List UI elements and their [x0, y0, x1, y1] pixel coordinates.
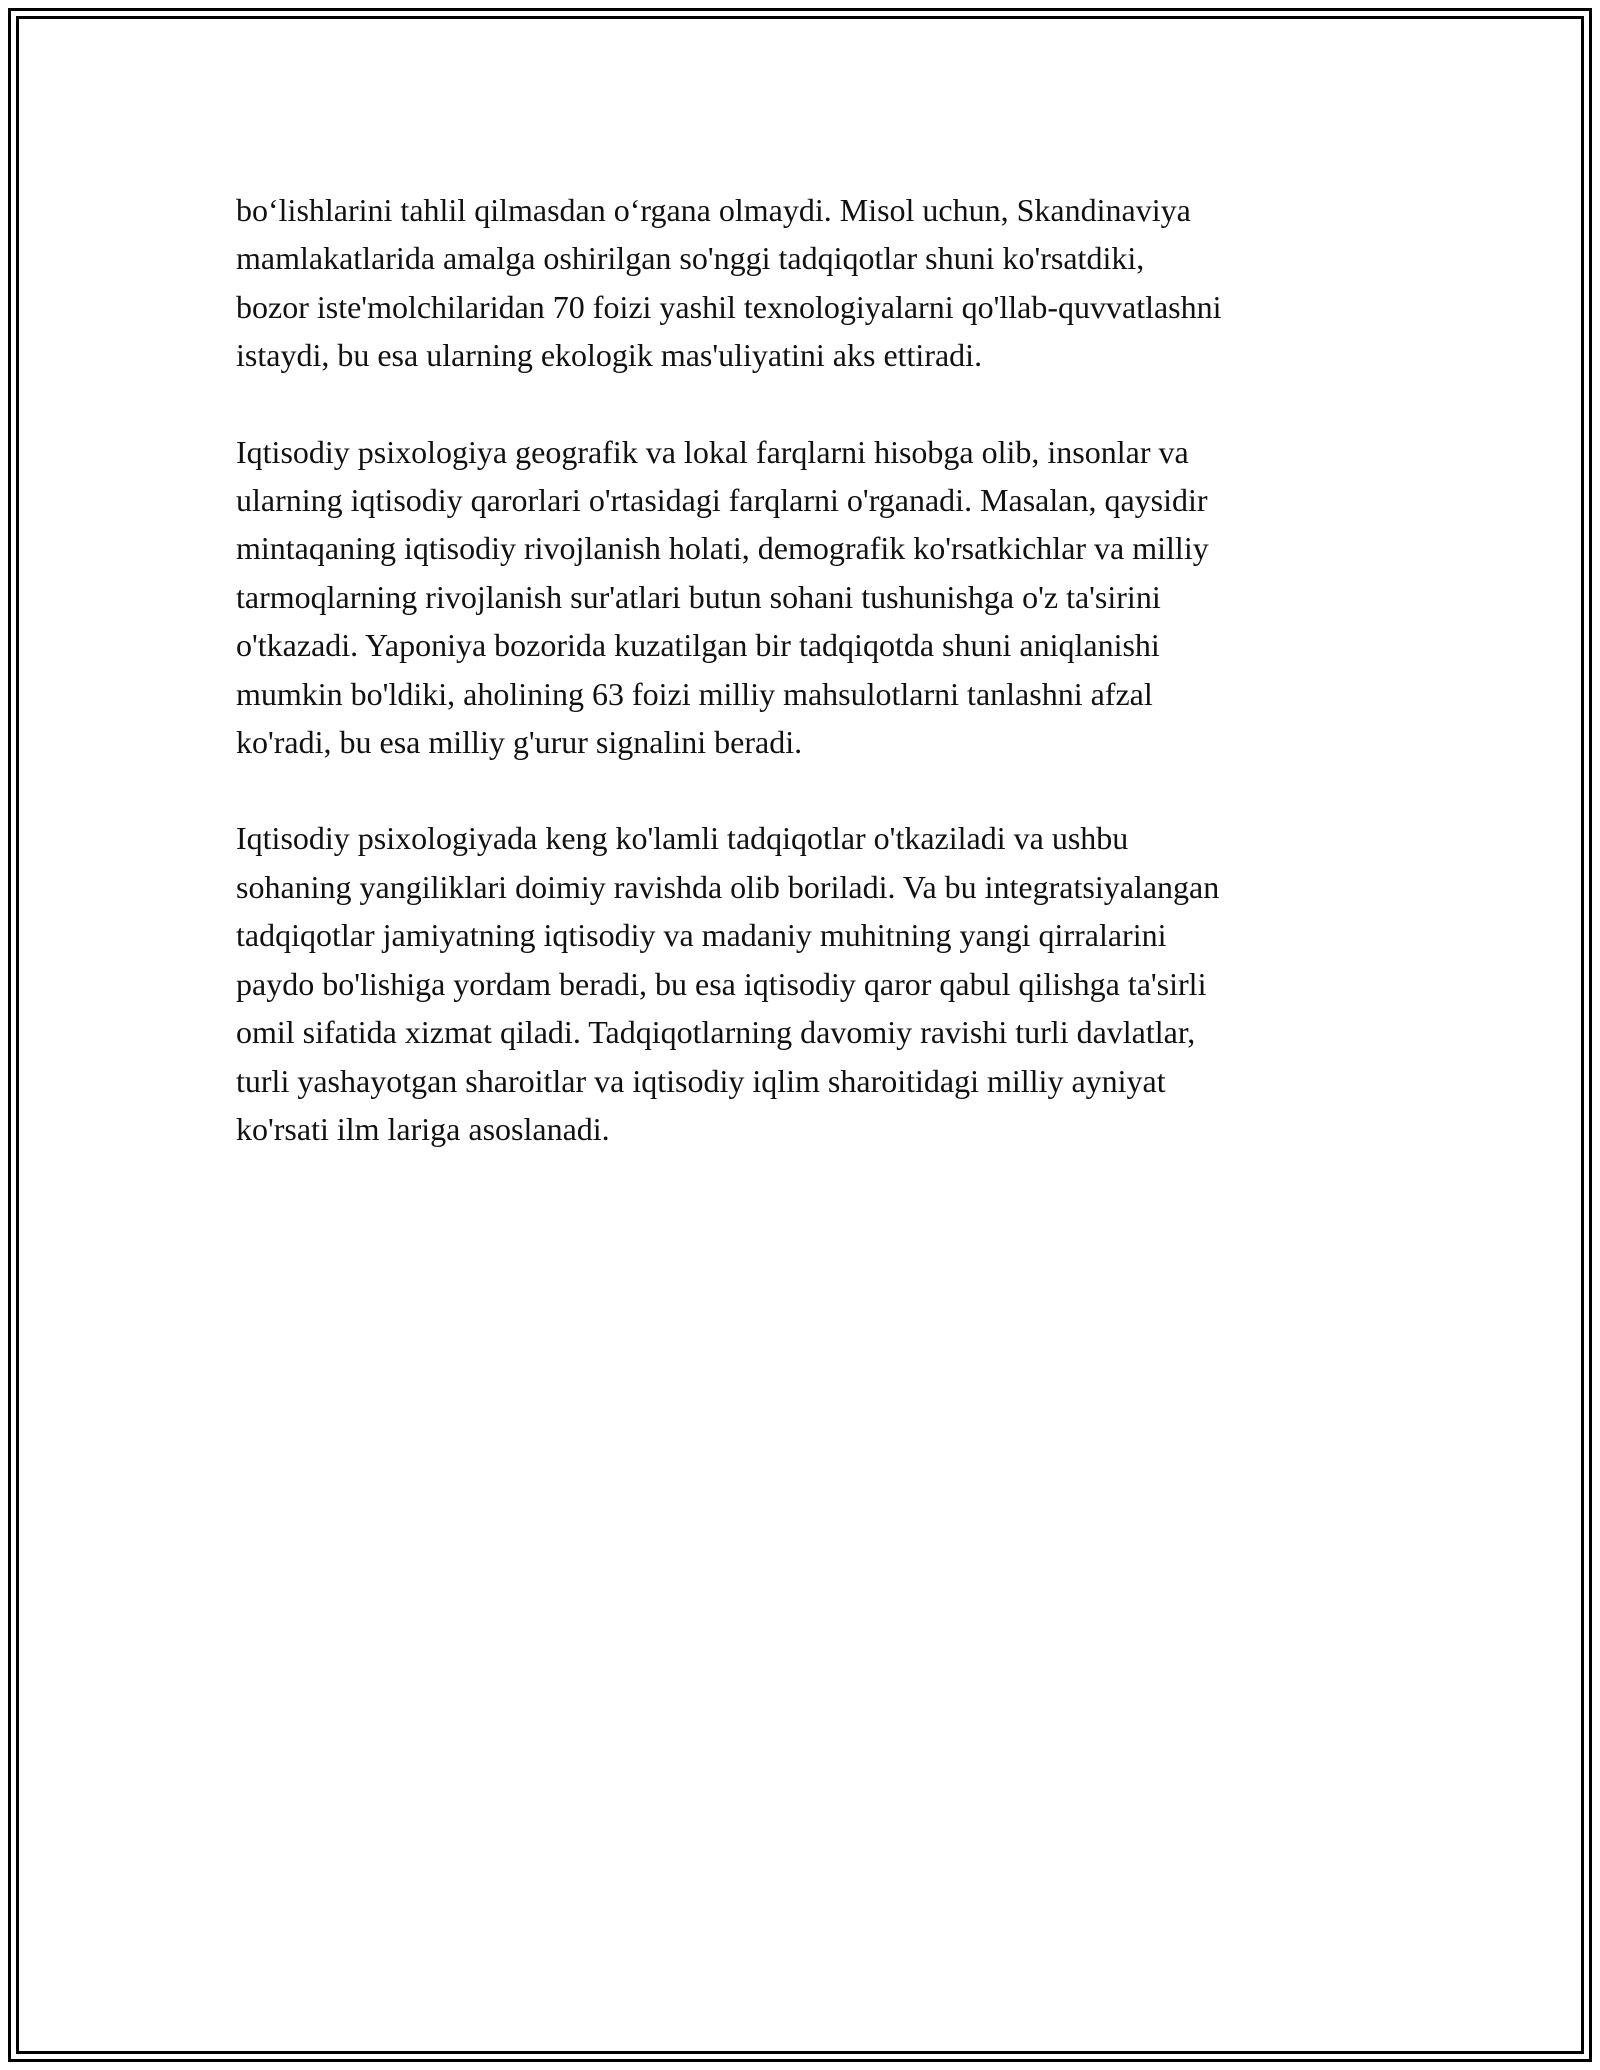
text-line: o'tkazadi. Yaponiya bozorida kuzatilgan bir tadqiqotda shuni aniqlanishi: [236, 627, 1160, 664]
text-line: Iqtisodiy psixologiya geografik va lokal farqlarni hisobga olib, insonlar va: [236, 433, 1189, 470]
text-line: omil sifatida xizmat qiladi. Tadqiqotlarning davomiy ravishi turli davlatlar,: [236, 1014, 1196, 1051]
text-line: ko'rsati ilm lariga asoslanadi.: [236, 1110, 610, 1147]
text-line: paydo bo'lishiga yordam beradi, bu esa iqtisodiy qaror qabul qilishga ta'sirli: [236, 965, 1207, 1002]
text-line: tarmoqlarning rivojlanish sur'atlari butun sohani tushunishga o'z ta'sirini: [236, 578, 1161, 615]
text-line: bozor iste'molchilaridan 70 foizi yashil texnologiyalarni qo'llab-quvvatlashni: [236, 288, 1222, 325]
text-line: mintaqaning iqtisodiy rivojlanish holati, demografik ko'rsatkichlar va milliy: [236, 530, 1209, 567]
document-body: [236, 186, 1386, 1201]
paragraph-2: [236, 428, 1386, 767]
text-line: sohaning yangiliklari doimiy ravishda olib boriladi. Va bu integratsiyalangan: [236, 868, 1220, 905]
text-line: turli yashayotgan sharoitlar va iqtisodiy iqlim sharoitidagi milliy ayniyat: [236, 1062, 1166, 1099]
text-line: mamlakatlarida amalga oshirilgan so'nggi tadqiqotlar shuni ko'rsatdiki,: [236, 240, 1145, 277]
text-line: istaydi, bu esa ularning ekologik mas'uliyatini aks ettiradi.: [236, 337, 983, 374]
text-line: mumkin bo'ldiki, aholining 63 foizi milliy mahsulotlarni tanlashni afzal: [236, 675, 1153, 712]
text-line: ularning iqtisodiy qarorlari o'rtasidagi farqlarni o'rganadi. Masalan, qaysidir: [236, 482, 1208, 519]
text-line: Iqtisodiy psixologiyada keng ko'lamli tadqiqotlar o'tkaziladi va ushbu: [236, 820, 1129, 857]
paragraph-3: [236, 814, 1386, 1153]
text-line: bo‘lishlarini tahlil qilmasdan o‘rgana olmaydi. Misol uchun, Skandinaviya: [236, 192, 1191, 228]
text-line: tadqiqotlar jamiyatning iqtisodiy va madaniy muhitning yangi qirralarini: [236, 917, 1167, 954]
text-line: ko'radi, bu esa milliy g'urur signalini beradi.: [236, 724, 803, 761]
paragraph-1: [236, 186, 1386, 380]
